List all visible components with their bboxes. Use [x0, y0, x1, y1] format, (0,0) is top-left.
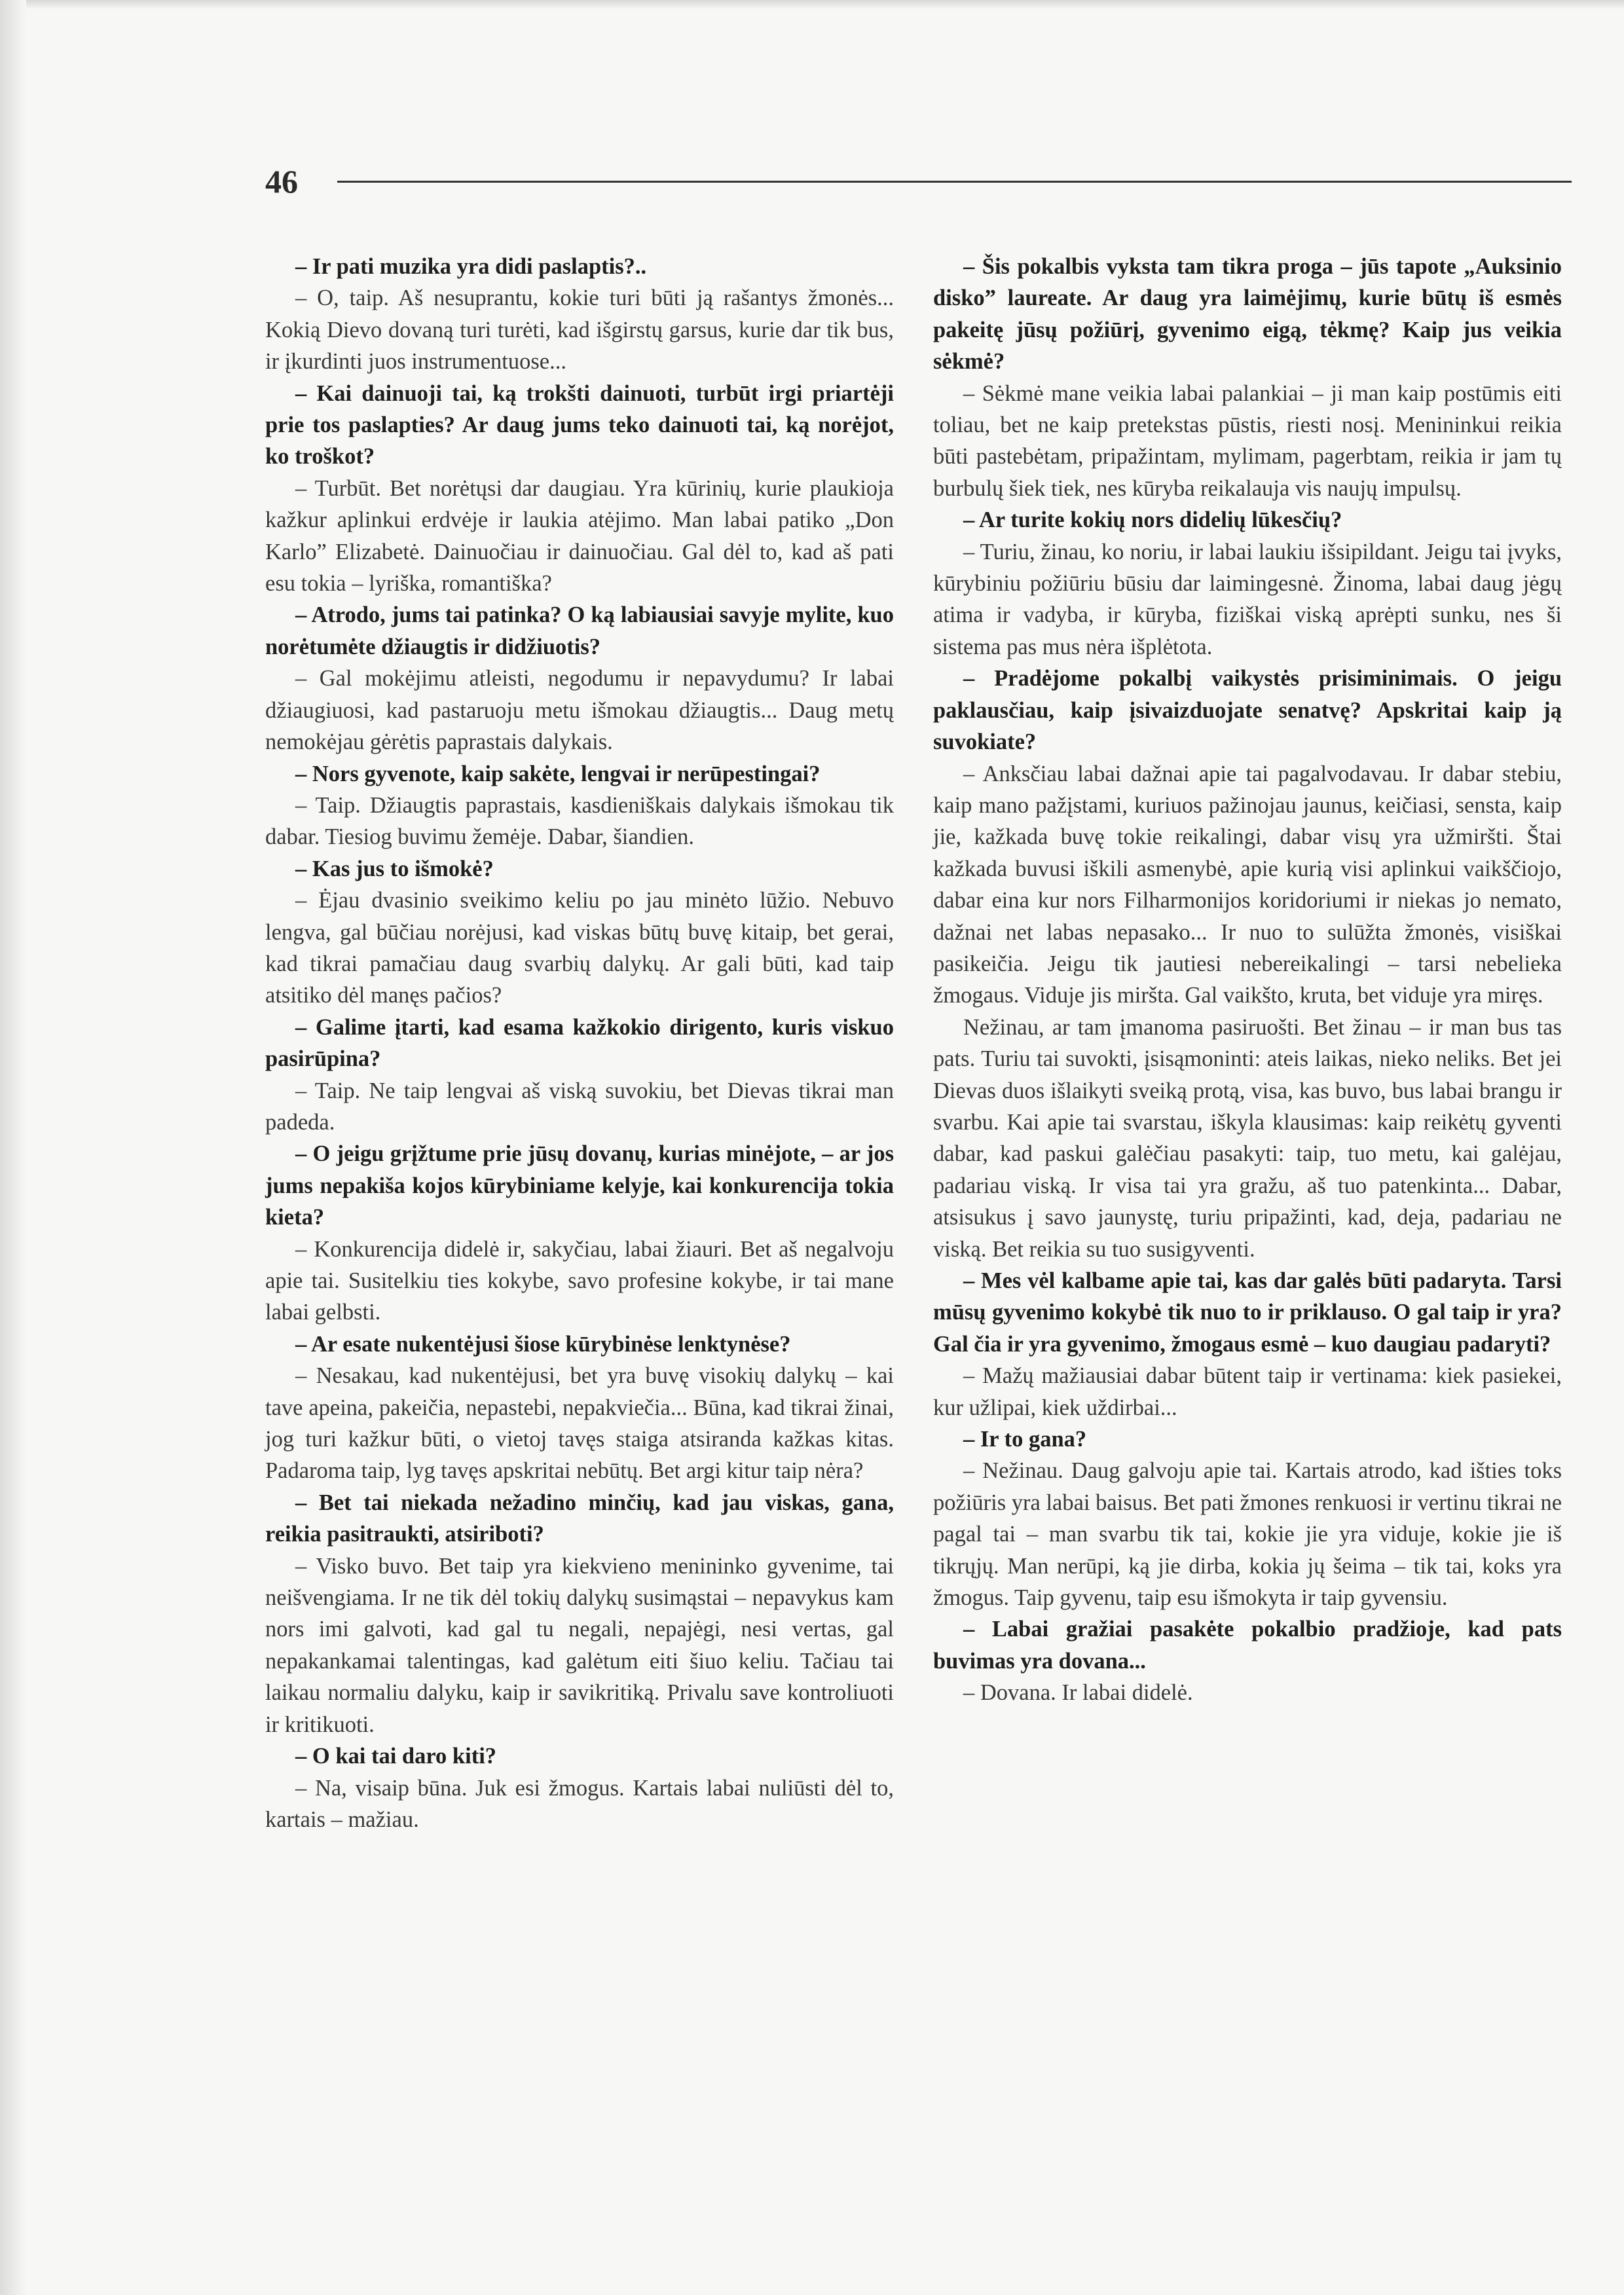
interview-answer: – Turiu, žinau, ko noriu, ir labai laukiu išsipildant. Jeigu tai įvyks, kūrybiniu požiūriu būsiu dar laimingesnė. Žinoma, labai daug jėgų atima ir vadyba, ir kūryba, fiziškai viską aprėpti sunku, nes ši sistema pas mus nėra išplėtota. [933, 539, 1562, 659]
interview-question: – Labai gražiai pasakėte pokalbio pradžioje, kad pats buvimas yra dovana... [933, 1617, 1562, 1674]
interview-answer: – Visko buvo. Bet taip yra kiekvieno menininko gyvenime, tai neišvengiama. Ir ne tik dėl tokių dalykų susimąstai – nepavykus kam nors imi galvoti, kad gal tu negali, nepajėgi, nesi vertas, gal nepakankamai talentingas, kad galėtum eiti šiuo keliu. Tačiau tai laikau normaliu dalyku, kaip ir savikritiką. Privalu save kontroliuoti ir kritikuoti. [265, 1553, 894, 1737]
interview-answer: – Taip. Ne taip lengvai aš viską suvokiu, bet Dievas tikrai man padeda. [265, 1078, 894, 1135]
scan-left-edge [0, 0, 26, 2295]
interview-question: – Ir to gana? [963, 1427, 1087, 1452]
interview-question: – O jeigu grįžtume prie jūsų dovanų, kurias minėjote, – ar jos jums nepakiša kojos kūrybiniame kelyje, kai konkurencija tokia kieta? [265, 1141, 894, 1230]
left-column [265, 251, 894, 1835]
interview-question: – Ar esate nukentėjusi šiose kūrybinėse lenktynėse? [295, 1331, 791, 1357]
interview-answer: – O, taip. Aš nesuprantu, kokie turi būti ją rašantys žmonės... Kokią Dievo dovaną turi turėti, kad išgirstų garsus, kurie dar tik bus, ir įkurdinti juos instrumentuose... [265, 285, 894, 375]
right-column [933, 251, 1562, 1709]
interview-answer: – Mažų mažiausiai dabar būtent taip ir vertinama: kiek pasiekei, kur užlipai, kiek uždirbai... [933, 1363, 1562, 1420]
interview-question: – Pradėjome pokalbį vaikystės prisiminimais. O jeigu paklausčiau, kaip įsivaizduojate senatvę? Apskritai kaip ją suvokiate? [933, 666, 1562, 755]
interview-answer: – Gal mokėjimu atleisti, negodumu ir nepavydumu? Ir labai džiaugiuosi, kad pastaruoju metu išmokau džiaugtis... Daug metų nemokėjau gėrėtis paprastais dalykais. [265, 666, 894, 755]
interview-question: – Ar turite kokių nors didelių lūkesčių? [963, 507, 1342, 533]
interview-question: – Kas jus to išmokė? [295, 856, 494, 881]
page-number: 46 [265, 163, 298, 200]
scan-top-edge [0, 0, 1624, 9]
interview-question: – O kai tai daro kiti? [295, 1744, 497, 1769]
interview-question: – Mes vėl kalbame apie tai, kas dar galės būti padaryta. Tarsi mūsų gyvenimo kokybė tik nuo to ir priklauso. O gal taip ir yra? Gal čia ir yra gyvenimo, žmogaus esmė – kuo daugiau padaryti? [933, 1268, 1562, 1357]
interview-question: – Nors gyvenote, kaip sakėte, lengvai ir nerūpestingai? [295, 761, 821, 786]
interview-question: – Šis pokalbis vyksta tam tikra proga – jūs tapote „Auksinio disko” laureate. Ar daug yra laimėjimų, kurie būtų iš esmės pakeitę jūsų požiūrį, gyvenimo eigą, tėkmę? Kaip jus veikia sėkmė? [933, 254, 1562, 375]
interview-question: – Galime įtarti, kad esama kažkokio dirigento, kuris viskuo pasirūpina? [265, 1014, 894, 1072]
interview-answer: – Na, visaip būna. Juk esi žmogus. Kartais labai nuliūsti dėl to, kartais – mažiau. [265, 1775, 894, 1832]
interview-answer: Nežinau, ar tam įmanoma pasiruošti. Bet žinau – ir man bus tas pats. Turiu tai suvokti, įsisąmoninti: ateis laikas, nieko neliks. Bet jei Dievas duos išlaikyti sveiką protą, visa, kas buvo, bus labai brangu ir svarbu. Kai apie tai svarstau, iškyla klausimas: kaip reikėtų gyventi dabar, kad paskui galėčiau pasakyti: taip, tuo metu, kai galėjau, padariau viską. Ir visa tai yra gražu, aš tuo patenkinta... Dabar, atsisukus į savo jaunystę, turiu pripažinti, kad, deja, padariau ne viską. Bet reikia su tuo susigyventi. [933, 1014, 1562, 1262]
interview-answer: – Taip. Džiaugtis paprastais, kasdieniškais dalykais išmokau tik dabar. Tiesiog buvimu žemėje. Dabar, šiandien. [265, 792, 894, 850]
interview-answer: – Ėjau dvasinio sveikimo keliu po jau minėto lūžio. Nebuvo lengva, gal būčiau norėjusi, kad viskas būtų buvę kitaip, bet gerai, kad tikrai pamačiau daug svarbių dalykų. Ar gali būti, kad taip atsitiko dėl manęs pačios? [265, 888, 894, 1008]
interview-answer: – Konkurencija didelė ir, sakyčiau, labai žiauri. Bet aš negalvoju apie tai. Susitelkiu ties kokybe, savo profesine kokybe, ir tai mane labai gelbsti. [265, 1236, 894, 1325]
interview-question: – Bet tai niekada nežadino minčių, kad jau viskas, gana, reikia pasitraukti, atsiriboti? [265, 1490, 894, 1547]
interview-answer: – Turbūt. Bet norėtųsi dar daugiau. Yra kūrinių, kurie plaukioja kažkur aplinkui erdvėje ir laukia atėjimo. Man labai patiko „Don Karlo” Elizabetė. Dainuočiau ir dainuočiau. Gal dėl to, kad aš pati esu tokia – lyriška, romantiška? [265, 475, 894, 597]
interview-question: – Kai dainuoji tai, ką trokšti dainuoti, turbūt irgi priartėji prie tos paslapties? Ar daug jums teko dainuoti tai, ką norėjot, ko troškot? [265, 380, 894, 469]
interview-answer: – Dovana. Ir labai didelė. [963, 1680, 1193, 1706]
interview-question: – Ir pati muzika yra didi paslaptis?.. [295, 254, 647, 279]
interview-answer: – Nesakau, kad nukentėjusi, bet yra buvę visokių dalykų – kai tave apeina, pakeičia, nepastebi, nepakviečia... Būna, kad tikrai žinai, jog turi kažkur būti, o vietoj tavęs staiga atsiranda kažkas kitas. Padaroma taip, lyg tavęs apskritai nebūtų. Bet argi kitur taip nėra? [265, 1363, 894, 1484]
interview-answer: – Nežinau. Daug galvoju apie tai. Kartais atrodo, kad išties toks požiūris yra labai baisus. Bet pati žmones renkuosi ir vertinu tikrai ne pagal tai – man svarbu tik tai, kokie jie yra viduje, kokie jie iš tikrųjų. Man nerūpi, ką jie dirba, kokia jų šeima – tik tai, koks yra žmogus. Taip gyvenu, taip esu išmokyta ir taip gyvensiu. [933, 1458, 1562, 1611]
header-rule [337, 181, 1572, 183]
interview-answer: – Anksčiau labai dažnai apie tai pagalvodavau. Ir dabar stebiu, kaip mano pažįstami, kuriuos pažinojau jaunus, keičiasi, sensta, kaip jie, kažkada buvę tokie reikalingi, dabar visų yra užmiršti. Štai kažkada buvusi iškili asmenybė, apie kurią visi aplinkui vaikščiojo, dabar eina kur nors Filharmonijos koridoriumi ir niekas jo nemato, dažnai net labas nepasako... Ir nuo to sulūžta žmonės, visiškai pasikeičia. Jeigu tik jautiesi nebereikalingi – tarsi nebelieka žmogaus. Viduje jis miršta. Gal vaikšto, kruta, bet viduje yra miręs. [933, 761, 1562, 1008]
interview-question: – Atrodo, jums tai patinka? O ką labiausiai savyje mylite, kuo norėtumėte džiaugtis ir didžiuotis? [265, 602, 894, 659]
interview-answer: – Sėkmė mane veikia labai palankiai – ji man kaip postūmis eiti toliau, bet ne kaip pretekstas pūstis, riesti nosį. Menininkui reikia būti pastebėtam, pripažintam, mylimam, pagerbtam, reikia ir jam tų burbulų šiek tiek, nes kūryba reikalauja vis naujų impulsų. [933, 380, 1562, 501]
